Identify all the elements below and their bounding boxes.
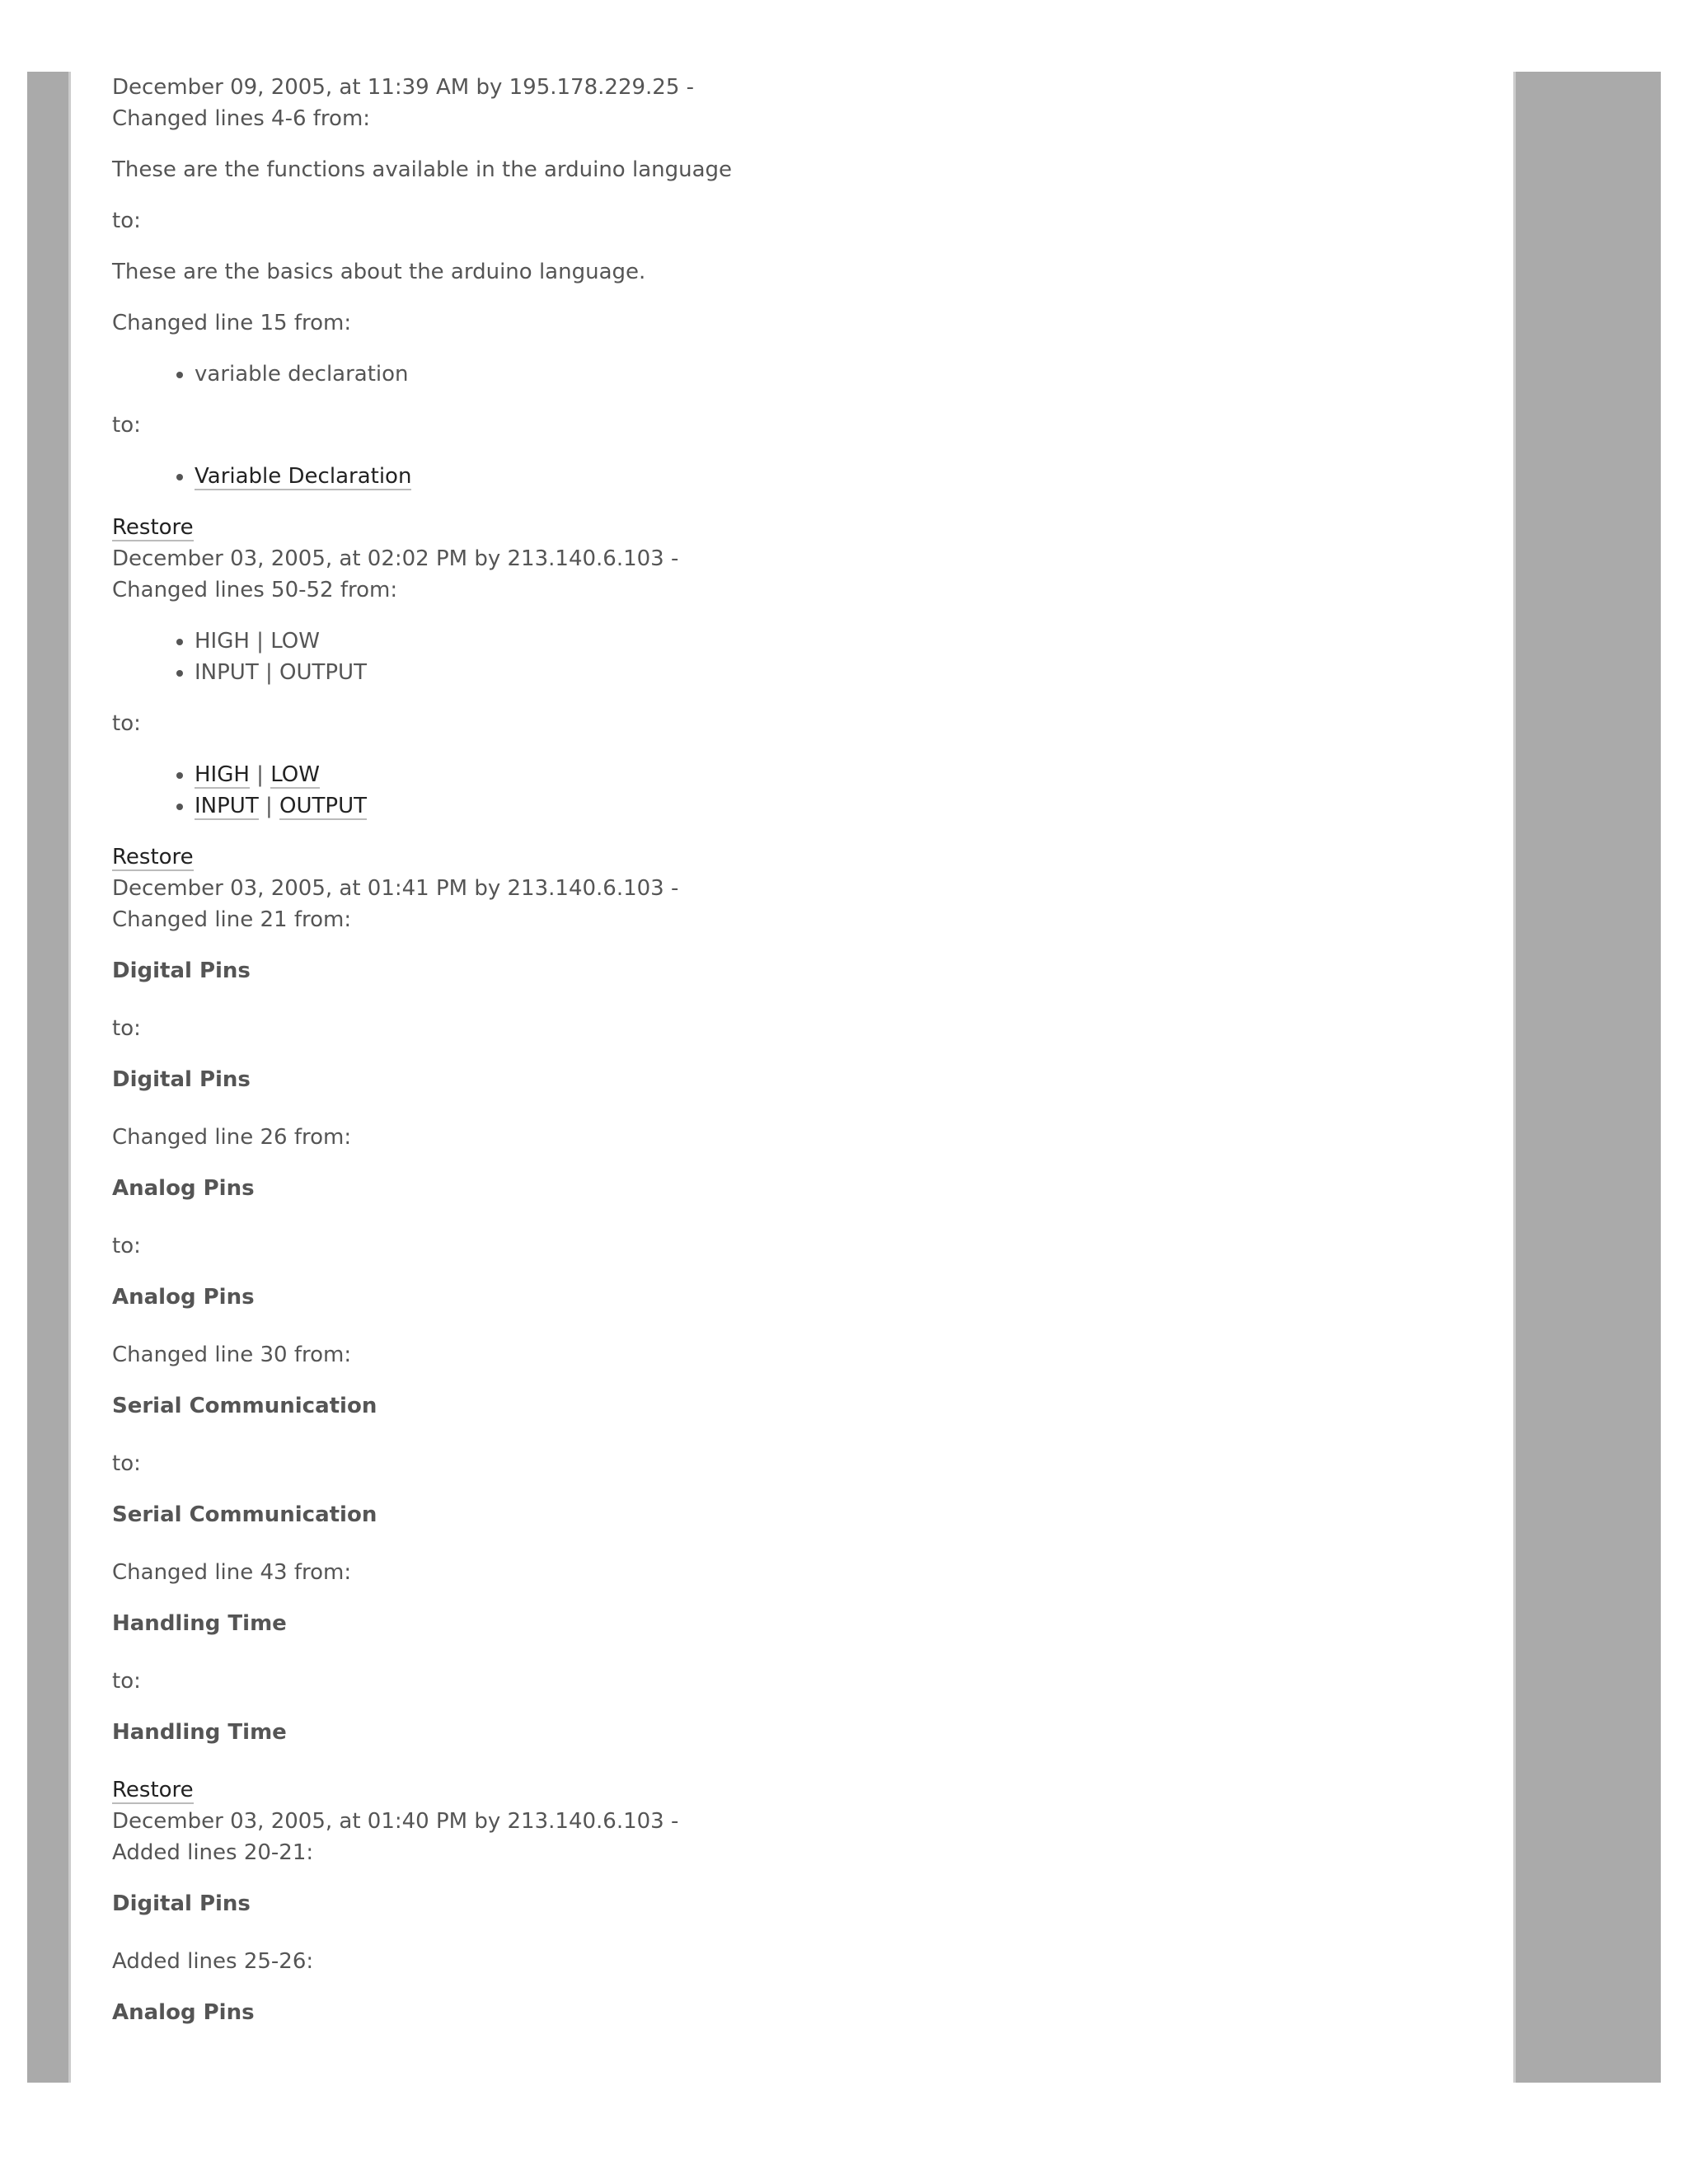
from-heading: Analog Pins (112, 1176, 255, 1201)
added-heading: Analog Pins (112, 2000, 255, 2025)
to-label: to: (112, 209, 141, 233)
list-item (195, 790, 1480, 822)
separator: | (249, 762, 271, 787)
from-heading: Serial Communication (112, 1394, 377, 1418)
entry-header: December 03, 2005, at 01:40 PM by 213.140.6.103 - (112, 1809, 679, 1834)
to-label: to: (112, 1669, 141, 1694)
list-item: • variable declaration (195, 359, 1480, 390)
low-link[interactable]: LOW (270, 762, 320, 787)
history-entry (112, 543, 1480, 873)
entry-header: December 03, 2005, at 02:02 PM by 213.140.6.103 - (112, 546, 679, 571)
to-heading: Serial Communication (112, 1502, 377, 1527)
change-label: Changed line 43 from: (112, 1560, 352, 1585)
change-label: Changed lines 50-52 from: (112, 578, 398, 602)
change-label: Changed line 21 from: (112, 907, 352, 932)
to-list (112, 759, 1480, 822)
restore-container (112, 841, 1480, 873)
history-entry (112, 1806, 1480, 2028)
page-history-content (112, 72, 1480, 2055)
list-item (195, 461, 1480, 492)
added-label: Added lines 20-21: (112, 1840, 314, 1865)
from-list (112, 359, 1480, 390)
to-label: to: (112, 1016, 141, 1041)
variable-declaration-link[interactable]: Variable Declaration (195, 464, 412, 489)
from-list (112, 626, 1480, 688)
change-label: Changed line 15 from: (112, 311, 352, 335)
restore-container (112, 512, 1480, 543)
to-label: to: (112, 1234, 141, 1258)
change-label: Changed lines 4-6 from: (112, 106, 371, 131)
left-sidebar-bar (27, 72, 71, 2083)
history-entry (112, 72, 1480, 543)
to-label: to: (112, 711, 141, 736)
to-heading: Analog Pins (112, 1285, 255, 1310)
to-heading: Digital Pins (112, 1067, 251, 1092)
high-link[interactable]: HIGH (195, 762, 250, 787)
to-label: to: (112, 413, 141, 438)
to-heading: Handling Time (112, 1720, 287, 1745)
list-item: • HIGH | LOW (195, 626, 1480, 657)
restore-container (112, 1774, 1480, 1806)
to-label: to: (112, 1451, 141, 1476)
from-text: These are the functions available in the arduino language (112, 157, 733, 182)
separator: | (258, 794, 280, 818)
from-heading: Digital Pins (112, 958, 251, 983)
added-label: Added lines 25-26: (112, 1949, 314, 1974)
right-sidebar-bar (1513, 72, 1661, 2083)
entry-header: December 03, 2005, at 01:41 PM by 213.140.6.103 - (112, 876, 679, 901)
history-entry (112, 873, 1480, 1806)
restore-link[interactable]: Restore (112, 1778, 194, 1802)
list-item: • INPUT | OUTPUT (195, 657, 1480, 688)
restore-link[interactable]: Restore (112, 515, 194, 540)
to-text: These are the basics about the arduino language. (112, 260, 646, 284)
from-heading: Handling Time (112, 1611, 287, 1636)
list-item (195, 759, 1480, 790)
output-link[interactable]: OUTPUT (279, 794, 367, 818)
change-label: Changed line 26 from: (112, 1125, 352, 1150)
change-label: Changed line 30 from: (112, 1343, 352, 1367)
entry-header: December 09, 2005, at 11:39 AM by 195.178.229.25 - (112, 75, 695, 100)
to-list (112, 461, 1480, 492)
added-heading: Digital Pins (112, 1891, 251, 1916)
input-link[interactable]: INPUT (195, 794, 259, 818)
restore-link[interactable]: Restore (112, 845, 194, 869)
